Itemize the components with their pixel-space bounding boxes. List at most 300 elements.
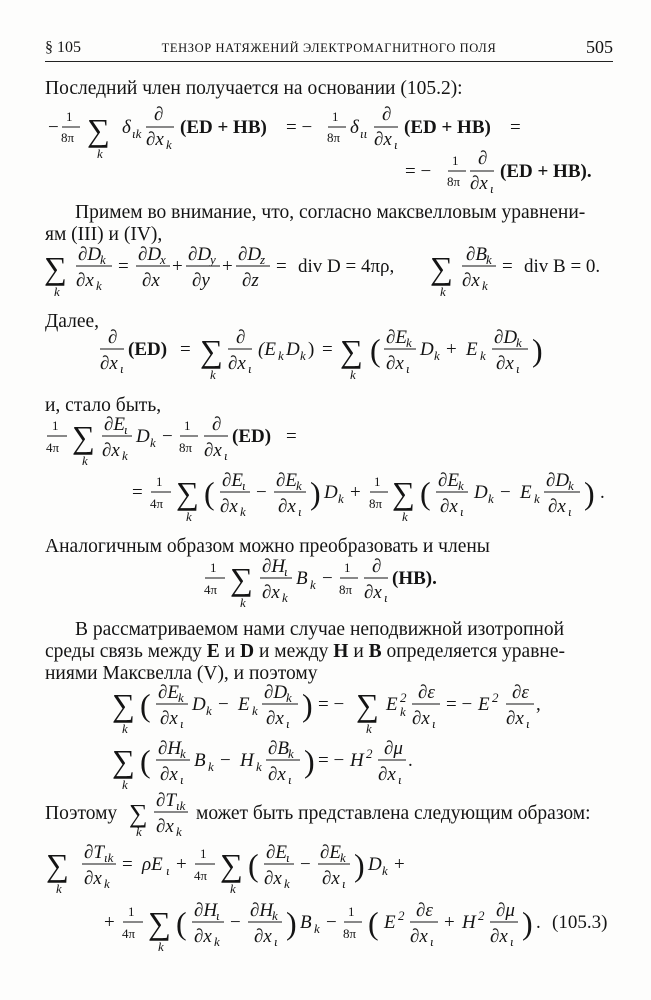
svg-text:1: 1 bbox=[66, 109, 73, 124]
svg-text:k: k bbox=[104, 876, 110, 891]
svg-text:(: ( bbox=[248, 847, 259, 883]
svg-text:∂D: ∂D bbox=[264, 682, 288, 703]
svg-text:∂x: ∂x bbox=[160, 764, 178, 785]
svg-text:= −: = − bbox=[318, 694, 345, 715]
svg-text:): ) bbox=[354, 847, 365, 883]
svg-text:= −: = − bbox=[286, 117, 313, 138]
svg-text:): ) bbox=[304, 743, 315, 779]
svg-text:ιk: ιk bbox=[132, 126, 142, 141]
svg-text:∂D: ∂D bbox=[238, 244, 262, 265]
svg-text:+: + bbox=[172, 256, 183, 277]
paragraph-intro: Последний член получается на основании (105.2): bbox=[45, 78, 463, 99]
section-number: § 105 bbox=[45, 39, 81, 56]
svg-text:ι: ι bbox=[394, 137, 398, 152]
svg-text:B: B bbox=[194, 750, 206, 771]
svg-text:∂x: ∂x bbox=[194, 926, 212, 947]
svg-text:): ) bbox=[308, 339, 315, 360]
svg-text:.: . bbox=[408, 750, 413, 771]
svg-text:∂H: ∂H bbox=[262, 556, 286, 577]
svg-text:ι: ι bbox=[298, 504, 302, 519]
svg-text:k: k bbox=[166, 137, 172, 152]
svg-text:k: k bbox=[176, 824, 182, 839]
svg-text:ι: ι bbox=[342, 876, 346, 891]
svg-text:k: k bbox=[178, 690, 184, 705]
svg-text:k: k bbox=[256, 759, 262, 774]
svg-text:(ED + HB).: (ED + HB). bbox=[500, 161, 592, 182]
paragraph-isotropic-1: В рассматриваемом нами случае неподвижной изотропной bbox=[75, 619, 565, 640]
svg-text:E: E bbox=[386, 694, 398, 715]
svg-text:D: D bbox=[324, 482, 338, 503]
svg-text:∂ε: ∂ε bbox=[416, 900, 433, 921]
svg-text:k: k bbox=[284, 876, 290, 891]
svg-text:(: ( bbox=[420, 475, 431, 511]
svg-text:H: H bbox=[462, 912, 476, 933]
svg-text:=: = bbox=[322, 339, 333, 360]
svg-text:): ) bbox=[302, 687, 313, 723]
page-number: 505 bbox=[586, 37, 613, 57]
svg-text:8π: 8π bbox=[61, 130, 75, 145]
svg-text:k: k bbox=[186, 509, 192, 524]
svg-text:ιk: ιk bbox=[176, 798, 186, 813]
math-ed: (ED) bbox=[128, 339, 168, 360]
svg-text:ι: ι bbox=[284, 564, 288, 579]
svg-text:∂x: ∂x bbox=[278, 496, 296, 517]
svg-text:ι: ι bbox=[460, 504, 464, 519]
equation-ed-derivative bbox=[0, 327, 651, 395]
svg-text:∑: ∑ bbox=[112, 687, 135, 723]
svg-text:−: − bbox=[162, 426, 173, 447]
svg-text:k: k bbox=[300, 348, 306, 363]
svg-text:∂x: ∂x bbox=[410, 926, 428, 947]
svg-text:∂D: ∂D bbox=[78, 244, 102, 265]
svg-text:∂E: ∂E bbox=[438, 470, 459, 491]
svg-text:−: − bbox=[300, 854, 311, 875]
svg-text:): ) bbox=[286, 905, 297, 941]
svg-text:∂x: ∂x bbox=[374, 129, 392, 150]
svg-text:k: k bbox=[480, 348, 486, 363]
svg-text:∂B: ∂B bbox=[466, 244, 487, 265]
svg-text:∑: ∑ bbox=[148, 905, 171, 941]
svg-text:1: 1 bbox=[210, 560, 217, 575]
svg-text:∂x: ∂x bbox=[220, 496, 238, 517]
svg-text:∑: ∑ bbox=[200, 333, 223, 369]
svg-text:=: = bbox=[132, 482, 143, 503]
svg-text:∂x: ∂x bbox=[146, 129, 164, 150]
svg-text:2: 2 bbox=[492, 690, 499, 705]
svg-text:): ) bbox=[532, 332, 543, 368]
svg-text:∑: ∑ bbox=[87, 112, 110, 148]
svg-text:ι: ι bbox=[124, 422, 128, 437]
svg-text:−: − bbox=[322, 568, 333, 589]
svg-text:k: k bbox=[458, 478, 464, 493]
svg-text:∂x: ∂x bbox=[490, 926, 508, 947]
svg-text:∑: ∑ bbox=[230, 561, 253, 597]
svg-text:=: = bbox=[180, 339, 191, 360]
svg-text:k: k bbox=[252, 703, 258, 718]
svg-text:∂x: ∂x bbox=[378, 764, 396, 785]
svg-text:k: k bbox=[516, 335, 522, 350]
svg-text:= −: = − bbox=[446, 694, 473, 715]
svg-text:∂x: ∂x bbox=[84, 868, 102, 889]
svg-text:z: z bbox=[260, 252, 266, 267]
svg-text:2: 2 bbox=[366, 746, 373, 761]
svg-text:1: 1 bbox=[156, 474, 163, 489]
paragraph-therefore-2: может быть представлена следующим образом: bbox=[196, 803, 591, 824]
svg-text:H: H bbox=[240, 750, 254, 771]
svg-text:k: k bbox=[350, 367, 356, 382]
svg-text:ι: ι bbox=[180, 716, 184, 731]
svg-text:4π: 4π bbox=[46, 440, 60, 455]
svg-text:8π: 8π bbox=[369, 496, 383, 511]
svg-text:k: k bbox=[286, 690, 292, 705]
math-hb: (HB). bbox=[392, 568, 437, 589]
svg-text:∂D: ∂D bbox=[494, 327, 518, 348]
svg-text:∂x: ∂x bbox=[266, 708, 284, 729]
equation-permittivity bbox=[0, 682, 651, 798]
svg-text:D: D bbox=[286, 339, 300, 360]
svg-text:k: k bbox=[96, 278, 102, 293]
svg-text:∂z: ∂z bbox=[242, 270, 259, 291]
svg-text:∂: ∂ bbox=[154, 104, 164, 125]
svg-text:k: k bbox=[366, 721, 372, 736]
svg-text:D: D bbox=[368, 854, 382, 875]
svg-text:k: k bbox=[210, 367, 216, 382]
svg-text:∂x: ∂x bbox=[470, 173, 488, 194]
svg-text:(: ( bbox=[370, 332, 381, 368]
svg-text:k: k bbox=[122, 721, 128, 736]
svg-text:k: k bbox=[136, 824, 142, 839]
svg-text:∂x: ∂x bbox=[100, 353, 118, 374]
svg-text:∂H: ∂H bbox=[158, 738, 182, 759]
svg-text:1: 1 bbox=[452, 153, 459, 168]
svg-text:.: . bbox=[536, 912, 541, 933]
svg-text:=: = bbox=[118, 256, 129, 277]
svg-text:∂x: ∂x bbox=[76, 270, 94, 291]
svg-text:∂H: ∂H bbox=[194, 900, 218, 921]
svg-text:∂x: ∂x bbox=[322, 868, 340, 889]
svg-text:k: k bbox=[340, 850, 346, 865]
svg-text:k: k bbox=[54, 284, 60, 299]
svg-text:∂D: ∂D bbox=[546, 470, 570, 491]
svg-text:ι: ι bbox=[406, 361, 410, 376]
svg-text:∂E: ∂E bbox=[276, 470, 297, 491]
svg-text:k: k bbox=[288, 746, 294, 761]
svg-text:∑: ∑ bbox=[430, 250, 453, 286]
svg-text:1: 1 bbox=[344, 560, 351, 575]
paragraph-thus: и, стало быть, bbox=[45, 395, 162, 416]
svg-text:+: + bbox=[444, 912, 455, 933]
svg-text:k: k bbox=[97, 146, 103, 161]
svg-text:(ED): (ED) bbox=[232, 426, 272, 447]
paragraph-isotropic-3: ниями Максвелла (V), и поэтому bbox=[45, 663, 318, 684]
svg-text:B: B bbox=[296, 568, 308, 589]
svg-text:(: ( bbox=[140, 687, 151, 723]
svg-text:=: = bbox=[122, 854, 133, 875]
paragraph-further: Далее, bbox=[45, 311, 100, 332]
svg-text:D: D bbox=[192, 694, 206, 715]
svg-text:k: k bbox=[82, 453, 88, 468]
svg-text:ι: ι bbox=[490, 181, 494, 196]
svg-text:k: k bbox=[56, 881, 62, 896]
svg-text:ι: ι bbox=[274, 934, 278, 949]
svg-text:k: k bbox=[568, 478, 574, 493]
svg-text:∂x: ∂x bbox=[412, 708, 430, 729]
svg-text:∂: ∂ bbox=[236, 327, 246, 348]
svg-text:ρE: ρE bbox=[142, 854, 163, 875]
svg-text:.: . bbox=[600, 482, 605, 503]
svg-text:−: − bbox=[230, 912, 241, 933]
svg-text:−: − bbox=[500, 482, 511, 503]
svg-text:k: k bbox=[434, 348, 440, 363]
svg-text:∑: ∑ bbox=[72, 419, 95, 455]
svg-text:k: k bbox=[208, 759, 214, 774]
svg-text:4π: 4π bbox=[122, 926, 136, 941]
svg-text:y: y bbox=[210, 252, 216, 267]
running-title: ТЕНЗОР НАТЯЖЕНИЙ ЭЛЕКТРОМАГНИТНОГО ПОЛЯ bbox=[161, 41, 497, 55]
svg-text:2: 2 bbox=[478, 908, 485, 923]
svg-text:+: + bbox=[176, 854, 187, 875]
equation-divergence bbox=[0, 244, 651, 310]
svg-text:∂x: ∂x bbox=[440, 496, 458, 517]
svg-text:=: = bbox=[286, 426, 297, 447]
svg-text:k: k bbox=[158, 939, 164, 954]
svg-text:k: k bbox=[486, 252, 492, 267]
svg-text:x: x bbox=[160, 252, 166, 267]
svg-text:ιι: ιι bbox=[360, 126, 368, 141]
svg-text:+: + bbox=[394, 854, 405, 875]
svg-text:ι: ι bbox=[568, 504, 572, 519]
svg-text:∂x: ∂x bbox=[160, 708, 178, 729]
svg-text:k: k bbox=[440, 284, 446, 299]
svg-text:8π: 8π bbox=[327, 130, 341, 145]
svg-text:∂: ∂ bbox=[108, 327, 118, 348]
equation-electric-terms bbox=[0, 414, 651, 532]
svg-text:k: k bbox=[382, 863, 388, 878]
svg-text:D: D bbox=[420, 339, 434, 360]
svg-text:k: k bbox=[272, 908, 278, 923]
svg-text:−: − bbox=[218, 694, 229, 715]
equation-magnetic-terms bbox=[0, 556, 651, 618]
svg-text:∂x: ∂x bbox=[462, 270, 480, 291]
svg-text:ι: ι bbox=[526, 716, 530, 731]
svg-text:∑: ∑ bbox=[356, 687, 379, 723]
svg-text:∂E: ∂E bbox=[266, 842, 287, 863]
svg-text:∂x: ∂x bbox=[548, 496, 566, 517]
svg-text:∑: ∑ bbox=[176, 475, 199, 511]
svg-text:∂x: ∂x bbox=[496, 353, 514, 374]
svg-text:∂x: ∂x bbox=[102, 440, 120, 461]
svg-text:k: k bbox=[488, 491, 494, 506]
equation-105-3 bbox=[0, 842, 651, 968]
svg-text:(: ( bbox=[176, 905, 187, 941]
svg-text:k: k bbox=[402, 509, 408, 524]
svg-text:k: k bbox=[406, 335, 412, 350]
svg-text:∂y: ∂y bbox=[192, 270, 210, 291]
svg-text:E: E bbox=[384, 912, 396, 933]
svg-text:∑: ∑ bbox=[44, 250, 67, 286]
svg-text:(: ( bbox=[204, 475, 215, 511]
svg-text:ι: ι bbox=[384, 590, 388, 605]
svg-text:∑: ∑ bbox=[340, 333, 363, 369]
svg-text:): ) bbox=[310, 475, 321, 511]
svg-text:∂T: ∂T bbox=[156, 790, 176, 811]
svg-text:ι: ι bbox=[180, 772, 184, 787]
svg-text:∂: ∂ bbox=[212, 414, 222, 435]
svg-text:(: ( bbox=[140, 743, 151, 779]
svg-text:∂E: ∂E bbox=[222, 470, 243, 491]
svg-text:∑: ∑ bbox=[129, 799, 148, 828]
svg-text:∂x: ∂x bbox=[228, 353, 246, 374]
svg-text:∂x: ∂x bbox=[506, 708, 524, 729]
svg-text:ι: ι bbox=[510, 934, 514, 949]
svg-text:∂ε: ∂ε bbox=[512, 682, 529, 703]
svg-text:δ: δ bbox=[122, 117, 131, 138]
svg-text:∂μ: ∂μ bbox=[496, 900, 515, 921]
svg-text:H: H bbox=[350, 750, 364, 771]
svg-text:D: D bbox=[474, 482, 488, 503]
svg-text:1: 1 bbox=[52, 418, 59, 433]
svg-text:1: 1 bbox=[374, 474, 381, 489]
svg-text:∂E: ∂E bbox=[386, 327, 407, 348]
svg-text:∂ε: ∂ε bbox=[418, 682, 435, 703]
svg-text:B: B bbox=[300, 912, 312, 933]
svg-text:k: k bbox=[400, 704, 406, 719]
svg-text:∂: ∂ bbox=[372, 556, 382, 577]
svg-text:): ) bbox=[522, 905, 533, 941]
svg-text:∂E: ∂E bbox=[320, 842, 341, 863]
svg-text:∂T: ∂T bbox=[84, 842, 104, 863]
svg-text:∂x: ∂x bbox=[262, 582, 280, 603]
svg-text:1: 1 bbox=[128, 904, 135, 919]
svg-text:∂D: ∂D bbox=[138, 244, 162, 265]
svg-text:∑: ∑ bbox=[112, 743, 135, 779]
svg-text:4π: 4π bbox=[204, 582, 218, 597]
svg-text:∂x: ∂x bbox=[204, 440, 222, 461]
svg-text:k: k bbox=[230, 881, 236, 896]
svg-text:2: 2 bbox=[398, 908, 405, 923]
svg-text:(: ( bbox=[368, 905, 379, 941]
svg-text:=: = bbox=[502, 256, 513, 277]
svg-text:∂: ∂ bbox=[478, 148, 488, 169]
svg-text:∂x: ∂x bbox=[156, 816, 174, 837]
svg-text:∂x: ∂x bbox=[142, 270, 160, 291]
svg-text:k: k bbox=[278, 348, 284, 363]
svg-text:D: D bbox=[136, 426, 150, 447]
svg-text:8π: 8π bbox=[447, 174, 461, 189]
svg-text:∂x: ∂x bbox=[364, 582, 382, 603]
svg-text:1: 1 bbox=[200, 846, 207, 861]
svg-text:−: − bbox=[256, 482, 267, 503]
paragraph-maxwell-1: Примем во внимание, что, согласно максвелловым уравнени- bbox=[75, 202, 586, 223]
svg-text:+: + bbox=[446, 339, 457, 360]
svg-text:= −: = − bbox=[318, 750, 345, 771]
paragraph-maxwell-2: ям (III) и (IV), bbox=[45, 224, 163, 245]
svg-text:8π: 8π bbox=[339, 582, 353, 597]
svg-text:k: k bbox=[180, 746, 186, 761]
svg-text:ι: ι bbox=[430, 934, 434, 949]
svg-text:∂x: ∂x bbox=[268, 764, 286, 785]
paragraph-therefore-1: Поэтому bbox=[45, 803, 118, 824]
svg-text:ιk: ιk bbox=[104, 850, 114, 865]
svg-text:,: , bbox=[536, 694, 541, 715]
svg-text:ι: ι bbox=[242, 478, 246, 493]
svg-text:−: − bbox=[48, 117, 59, 138]
svg-text:ι: ι bbox=[516, 361, 520, 376]
svg-text:+: + bbox=[350, 482, 361, 503]
equation-last-term bbox=[0, 104, 651, 197]
svg-text:ι: ι bbox=[288, 772, 292, 787]
svg-text:+: + bbox=[222, 256, 233, 277]
svg-text:= −: = − bbox=[405, 161, 432, 182]
svg-text:−: − bbox=[220, 750, 231, 771]
svg-text:k: k bbox=[122, 777, 128, 792]
svg-text:k: k bbox=[240, 504, 246, 519]
svg-text:k: k bbox=[100, 252, 106, 267]
svg-text:ι: ι bbox=[224, 448, 228, 463]
svg-text:(E: (E bbox=[258, 339, 276, 360]
svg-text:8π: 8π bbox=[179, 440, 193, 455]
math-ed-hb: (ED + HB) bbox=[180, 117, 267, 138]
svg-text:k: k bbox=[240, 595, 246, 610]
math-div-d: div D = 4πρ, bbox=[298, 256, 395, 277]
svg-text:k: k bbox=[310, 577, 316, 592]
svg-text:): ) bbox=[584, 475, 595, 511]
svg-text:k: k bbox=[314, 921, 320, 936]
svg-text:ι: ι bbox=[286, 850, 290, 865]
svg-text:+: + bbox=[104, 912, 115, 933]
svg-text:4π: 4π bbox=[150, 496, 164, 511]
svg-text:∂E: ∂E bbox=[158, 682, 179, 703]
running-header bbox=[45, 37, 613, 62]
svg-text:ι: ι bbox=[432, 716, 436, 731]
svg-text:δ: δ bbox=[350, 117, 359, 138]
paragraph-isotropic-2: среды связь между E и D и между H и B определяется уравне- bbox=[45, 641, 565, 662]
svg-text:k: k bbox=[338, 491, 344, 506]
svg-text:E: E bbox=[238, 694, 250, 715]
svg-text:1: 1 bbox=[348, 904, 355, 919]
svg-text:∑: ∑ bbox=[392, 475, 415, 511]
svg-text:k: k bbox=[214, 934, 220, 949]
svg-text:k: k bbox=[282, 590, 288, 605]
svg-text:∂B: ∂B bbox=[268, 738, 289, 759]
svg-text:∂x: ∂x bbox=[264, 868, 282, 889]
svg-text:∂H: ∂H bbox=[250, 900, 274, 921]
svg-text:∂: ∂ bbox=[382, 104, 392, 125]
svg-text:k: k bbox=[296, 478, 302, 493]
svg-text:ι: ι bbox=[216, 908, 220, 923]
svg-text:∂D: ∂D bbox=[188, 244, 212, 265]
svg-text:8π: 8π bbox=[343, 926, 357, 941]
svg-text:ι: ι bbox=[166, 863, 170, 878]
svg-text:E: E bbox=[478, 694, 490, 715]
svg-text:1: 1 bbox=[332, 109, 339, 124]
svg-text:∂μ: ∂μ bbox=[384, 738, 403, 759]
math-div-b: div B = 0. bbox=[524, 256, 601, 277]
svg-text:1: 1 bbox=[184, 418, 191, 433]
svg-text:E: E bbox=[466, 339, 478, 360]
svg-text:ι: ι bbox=[398, 772, 402, 787]
svg-text:=: = bbox=[276, 256, 287, 277]
equation-number: (105.3) bbox=[552, 912, 608, 933]
svg-text:E: E bbox=[520, 482, 532, 503]
svg-text:∂x: ∂x bbox=[386, 353, 404, 374]
svg-text:k: k bbox=[534, 491, 540, 506]
svg-text:ι: ι bbox=[120, 361, 124, 376]
paragraph-similarly: Аналогичным образом можно преобразовать и члены bbox=[45, 536, 490, 557]
svg-text:k: k bbox=[150, 435, 156, 450]
svg-text:k: k bbox=[122, 448, 128, 463]
svg-text:2: 2 bbox=[400, 690, 407, 705]
